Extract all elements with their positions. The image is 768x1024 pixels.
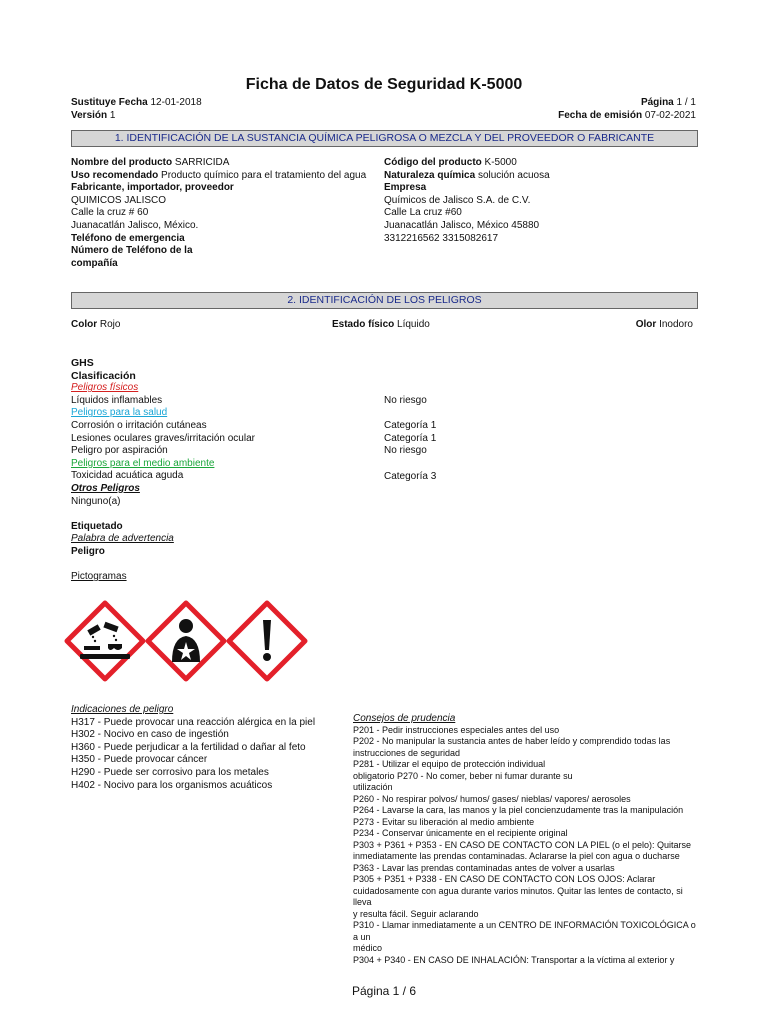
precaution-line: P202 - No manipular la sustancia antes de haber leído y comprendido todas las: [353, 736, 671, 746]
physical-hazard-name: Líquidos inflamables: [71, 394, 163, 406]
exclamation-mark-icon: [226, 600, 308, 682]
manufacturer-address-2: Juanacatlán Jalisco, México.: [71, 219, 199, 231]
health-hazard-value: Categoría 1: [384, 432, 437, 444]
precaution-line: médico: [353, 943, 383, 953]
manufacturer-address-1: Calle la cruz # 60: [71, 207, 149, 219]
company-phone-label-2: compañía: [71, 257, 118, 269]
replaces-date-row: [71, 96, 202, 109]
precaution-line: obligatorio P270 - No comer, beber ni fumar durante su: [353, 770, 573, 781]
page-label: Página: [640, 97, 674, 108]
version-row: [71, 109, 115, 122]
signal-word-heading: Palabra de advertencia: [71, 533, 174, 545]
recommended-use-label: Uso recomendado: [71, 169, 159, 181]
precaution-line: P260 - No respirar polvos/ humos/ gases/ nieblas/ vapores/ aerosoles: [353, 793, 631, 804]
precaution-line: y resulta fácil. Seguir aclarando: [353, 908, 479, 919]
issue-date-label: Fecha de emisión: [558, 110, 643, 121]
section-1-header: 1. IDENTIFICACIÓN DE LA SUSTANCIA QUÍMICA PELIGROSA O MEZCLA Y DEL PROVEEDOR O FABRICANTE: [71, 130, 698, 147]
section-2-header: 2. IDENTIFICACIÓN DE LOS PELIGROS: [71, 292, 698, 309]
other-hazards-heading: Otros Peligros: [71, 482, 140, 494]
health-hazard-value: Categoría 1: [384, 420, 437, 432]
precaution-line: P303 + P361 + P353 - EN CASO DE CONTACTO CON LA PIEL (o el pelo): Quitarse: [353, 839, 691, 850]
odor-label: Olor: [635, 319, 657, 330]
version-label: Versión: [71, 110, 108, 121]
document-title: Ficha de Datos de Seguridad K-5000: [245, 76, 523, 93]
issue-date-row: [558, 109, 696, 122]
health-hazard-value: No riesgo: [384, 445, 427, 457]
odor-value: Inodoro: [659, 319, 693, 330]
other-hazards-value: Ninguno(a): [71, 495, 121, 507]
replaces-date-label: Sustituye Fecha: [71, 97, 148, 108]
precaution-line: instrucciones de seguridad: [353, 747, 461, 758]
classification-heading: Clasificación: [71, 369, 136, 382]
emergency-phone-label: Teléfono de emergencia: [71, 232, 185, 244]
section-1-right-column: [384, 157, 550, 245]
color-value: Rojo: [99, 319, 121, 330]
product-code-label: Código del producto: [384, 157, 482, 168]
precaution-line: P304 + P340 - EN CASO DE INHALACIÓN: Transportar a la víctima al exterior y: [353, 954, 675, 965]
health-hazard-name: Corrosión o irritación cutáneas: [71, 419, 207, 431]
chemical-nature-label: Naturaleza química: [384, 169, 476, 181]
precaution-line: inmediatamente las prendas contaminadas. Aclararse la piel con agua o ducharse: [353, 851, 680, 861]
health-hazard-name: Peligro por aspiración: [71, 445, 168, 457]
signal-word: Peligro: [71, 545, 105, 557]
ghs-heading: GHS: [71, 357, 94, 369]
precaution-line: P201 - Pedir instrucciones especiales antes del uso: [353, 724, 560, 735]
health-hazard-icon: [145, 600, 227, 682]
physical-hazards-heading[interactable]: Peligros físicos: [71, 382, 139, 394]
page-footer: Página 1 / 6: [351, 984, 417, 998]
replaces-date-value: 12-01-2018: [150, 97, 202, 108]
classification-values: [384, 395, 436, 483]
precautionary-statements-heading: Consejos de prudencia: [353, 713, 456, 724]
labeling-heading: Etiquetado: [71, 520, 123, 532]
precaution-line: P305 + P351 + P338 - EN CASO DE CONTACTO CON LOS OJOS: Aclarar: [353, 874, 656, 884]
precaution-line: P281 - Utilizar el equipo de protección individual: [353, 759, 546, 769]
product-name-value: SARRICIDA: [174, 157, 230, 168]
hazard-statement: H317 - Puede provocar una reacción alérgica en la piel: [71, 716, 316, 728]
physical-state-row: [332, 319, 430, 332]
classification-block: [71, 357, 371, 584]
company-address-2: Juanacatlán Jalisco, México 45880: [384, 219, 540, 231]
page-row: [641, 96, 696, 109]
manufacturer-name: QUIMICOS JALISCO: [71, 194, 167, 206]
company-phone-label-1: Número de Teléfono de la: [71, 245, 193, 257]
hazard-statement: H360 - Puede perjudicar a la fertilidad o dañar al feto: [71, 741, 306, 753]
issue-date-value: 07-02-2021: [644, 110, 696, 121]
precaution-line: P363 - Lavar las prendas contaminadas antes de volver a usarlas: [353, 862, 615, 873]
section-1-left-column: [71, 157, 366, 270]
physical-state-value: Líquido: [397, 319, 430, 330]
manufacturer-label: Fabricante, importador, proveedor: [71, 182, 234, 194]
product-name-label: Nombre del producto: [71, 157, 173, 168]
pictograms-heading: Pictogramas: [71, 571, 127, 583]
color-label: Color: [71, 319, 98, 330]
hazard-statement: H350 - Puede provocar cáncer: [71, 754, 208, 766]
hazard-statement: H402 - Nocivo para los organismos acuáticos: [71, 779, 273, 791]
precaution-line: utilización: [353, 782, 393, 792]
company-phones: 3312216562 3315082617: [384, 232, 499, 244]
physical-state-label: Estado físico: [332, 319, 395, 330]
company-name: Químicos de Jalisco S.A. de C.V.: [384, 194, 531, 206]
color-row: [71, 319, 120, 332]
environment-hazards-heading[interactable]: Peligros para el medio ambiente: [71, 457, 215, 469]
precaution-line: P264 - Lavarse la cara, las manos y la piel concienzudamente tras la manipulación: [353, 805, 684, 815]
page-value: 1 / 1: [676, 97, 696, 108]
precaution-line: cuidadosamente con agua durante varios minutos. Quitar las lentes de contacto, si lleva: [353, 885, 683, 907]
health-hazards-heading[interactable]: Peligros para la salud: [71, 407, 168, 419]
environment-hazard-name: Toxicidad acuática aguda: [71, 470, 184, 482]
chemical-nature-value: solución acuosa: [477, 169, 550, 181]
physical-hazard-value: No riesgo: [384, 395, 427, 406]
version-value: 1: [109, 110, 116, 121]
hazard-statement: H302 - Nocivo en caso de ingestión: [71, 729, 229, 741]
company-label: Empresa: [384, 182, 427, 194]
health-hazard-name: Lesiones oculares graves/irritación ocular: [71, 432, 255, 444]
corrosion-icon: [64, 600, 146, 682]
company-address-1: Calle La cruz #60: [384, 207, 462, 219]
environment-hazard-value: Categoría 3: [384, 470, 437, 482]
odor-row: [636, 319, 693, 332]
hazard-statements-block: [71, 704, 315, 792]
recommended-use-value: Producto químico para el tratamiento del agua: [161, 169, 367, 181]
product-code-value: K-5000: [484, 157, 517, 168]
precaution-line: P234 - Conservar únicamente en el recipiente original: [353, 828, 568, 838]
precaution-line: P273 - Evitar su liberación al medio ambiente: [353, 816, 535, 827]
precautionary-statements-block: [353, 713, 698, 966]
hazard-statement: H290 - Puede ser corrosivo para los metales: [71, 766, 269, 778]
precaution-line: P310 - Llamar inmediatamente a un CENTRO DE INFORMACIÓN TOXICOLÓGICA o a un: [353, 920, 696, 942]
hazard-statements-heading: Indicaciones de peligro: [71, 704, 174, 715]
